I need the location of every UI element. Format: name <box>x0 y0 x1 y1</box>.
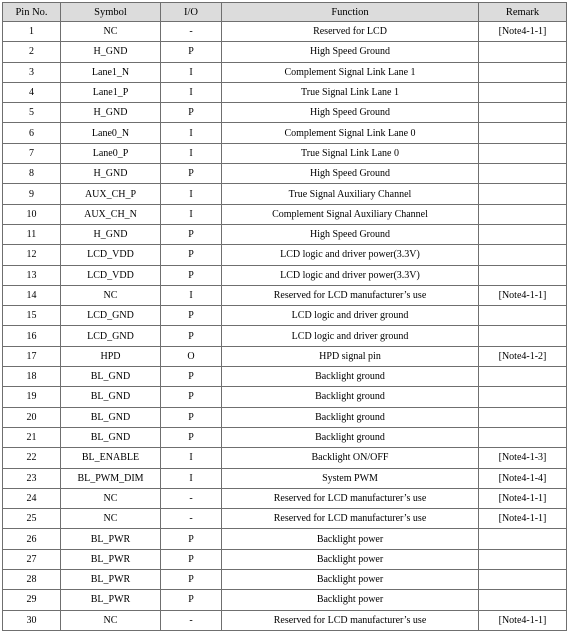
remark-cell <box>479 306 567 326</box>
symbol-cell: BL_ENABLE <box>61 448 161 468</box>
remark-cell <box>479 407 567 427</box>
symbol-cell: BL_GND <box>61 407 161 427</box>
pin-no-cell: 26 <box>3 529 61 549</box>
function-cell: Backlight power <box>222 570 479 590</box>
table-row <box>3 509 567 529</box>
table-row <box>3 103 567 123</box>
pin-no-cell: 1 <box>3 22 61 42</box>
symbol-cell: AUX_CH_N <box>61 204 161 224</box>
symbol-cell: LCD_GND <box>61 306 161 326</box>
function-cell: Backlight ground <box>222 427 479 447</box>
remark-cell: [Note4-1-1] <box>479 22 567 42</box>
remark-cell: [Note4-1-1] <box>479 488 567 508</box>
symbol-cell: BL_GND <box>61 367 161 387</box>
pin-no-cell: 3 <box>3 62 61 82</box>
remark-cell: [Note4-1-2] <box>479 346 567 366</box>
symbol-cell: BL_PWM_DIM <box>61 468 161 488</box>
io-cell: P <box>161 570 222 590</box>
io-cell: P <box>161 387 222 407</box>
symbol-cell: Lane0_N <box>61 123 161 143</box>
pin-no-cell: 11 <box>3 224 61 244</box>
table-row <box>3 245 567 265</box>
remark-cell <box>479 570 567 590</box>
io-cell: P <box>161 103 222 123</box>
function-cell: LCD logic and driver ground <box>222 306 479 326</box>
symbol-cell: BL_PWR <box>61 570 161 590</box>
io-cell: I <box>161 285 222 305</box>
io-cell: I <box>161 468 222 488</box>
pin-no-cell: 5 <box>3 103 61 123</box>
symbol-cell: BL_PWR <box>61 549 161 569</box>
table-row <box>3 367 567 387</box>
function-cell: High Speed Ground <box>222 164 479 184</box>
remark-cell <box>479 245 567 265</box>
remark-cell <box>479 184 567 204</box>
io-cell: P <box>161 245 222 265</box>
pin-no-cell: 7 <box>3 143 61 163</box>
remark-cell: [Note4-1-3] <box>479 448 567 468</box>
function-cell: System PWM <box>222 468 479 488</box>
symbol-cell: H_GND <box>61 103 161 123</box>
function-cell: LCD logic and driver power(3.3V) <box>222 265 479 285</box>
table-row <box>3 82 567 102</box>
io-cell: P <box>161 265 222 285</box>
symbol-cell: LCD_GND <box>61 326 161 346</box>
function-cell: Backlight power <box>222 529 479 549</box>
pin-no-cell: 19 <box>3 387 61 407</box>
io-cell: P <box>161 306 222 326</box>
pin-no-cell: 25 <box>3 509 61 529</box>
table-row <box>3 407 567 427</box>
function-cell: Backlight ground <box>222 387 479 407</box>
header-remark: Remark <box>479 3 567 22</box>
table-row <box>3 164 567 184</box>
header-pin-no: Pin No. <box>3 3 61 22</box>
table-row <box>3 570 567 590</box>
pin-no-cell: 14 <box>3 285 61 305</box>
io-cell: P <box>161 42 222 62</box>
symbol-cell: BL_GND <box>61 427 161 447</box>
pin-no-cell: 6 <box>3 123 61 143</box>
io-cell: - <box>161 22 222 42</box>
remark-cell <box>479 82 567 102</box>
pin-no-cell: 13 <box>3 265 61 285</box>
remark-cell <box>479 204 567 224</box>
function-cell: Backlight power <box>222 590 479 610</box>
table-row <box>3 387 567 407</box>
io-cell: P <box>161 326 222 346</box>
table-row <box>3 184 567 204</box>
io-cell: I <box>161 123 222 143</box>
io-cell: I <box>161 82 222 102</box>
function-cell: Reserved for LCD manufacturer’s use <box>222 488 479 508</box>
pin-no-cell: 10 <box>3 204 61 224</box>
function-cell: Complement Signal Auxiliary Channel <box>222 204 479 224</box>
remark-cell <box>479 590 567 610</box>
io-cell: - <box>161 610 222 630</box>
remark-cell: [Note4-1-1] <box>479 509 567 529</box>
pin-no-cell: 4 <box>3 82 61 102</box>
io-cell: P <box>161 529 222 549</box>
remark-cell <box>479 164 567 184</box>
remark-cell <box>479 224 567 244</box>
function-cell: Backlight ground <box>222 367 479 387</box>
symbol-cell: Lane0_P <box>61 143 161 163</box>
table-row <box>3 42 567 62</box>
io-cell: I <box>161 143 222 163</box>
table-row <box>3 529 567 549</box>
table-row <box>3 326 567 346</box>
table-row <box>3 204 567 224</box>
table-row <box>3 468 567 488</box>
symbol-cell: Lane1_N <box>61 62 161 82</box>
io-cell: P <box>161 407 222 427</box>
symbol-cell: BL_PWR <box>61 529 161 549</box>
pin-no-cell: 20 <box>3 407 61 427</box>
function-cell: True Signal Auxiliary Channel <box>222 184 479 204</box>
table-row <box>3 448 567 468</box>
symbol-cell: LCD_VDD <box>61 245 161 265</box>
pin-no-cell: 15 <box>3 306 61 326</box>
pin-no-cell: 27 <box>3 549 61 569</box>
pin-no-cell: 18 <box>3 367 61 387</box>
remark-cell <box>479 427 567 447</box>
symbol-cell: HPD <box>61 346 161 366</box>
header-function: Function <box>222 3 479 22</box>
symbol-cell: NC <box>61 285 161 305</box>
function-cell: LCD logic and driver ground <box>222 326 479 346</box>
remark-cell: [Note4-1-1] <box>479 285 567 305</box>
function-cell: Backlight ON/OFF <box>222 448 479 468</box>
remark-cell <box>479 326 567 346</box>
remark-cell <box>479 103 567 123</box>
pin-no-cell: 2 <box>3 42 61 62</box>
function-cell: Backlight ground <box>222 407 479 427</box>
remark-cell <box>479 265 567 285</box>
symbol-cell: BL_GND <box>61 387 161 407</box>
pin-no-cell: 16 <box>3 326 61 346</box>
table-row <box>3 62 567 82</box>
remark-cell: [Note4-1-1] <box>479 610 567 630</box>
io-cell: I <box>161 448 222 468</box>
remark-cell <box>479 387 567 407</box>
pin-no-cell: 21 <box>3 427 61 447</box>
table-row <box>3 590 567 610</box>
io-cell: I <box>161 184 222 204</box>
io-cell: O <box>161 346 222 366</box>
io-cell: - <box>161 509 222 529</box>
function-cell: High Speed Ground <box>222 224 479 244</box>
function-cell: Reserved for LCD manufacturer’s use <box>222 285 479 305</box>
symbol-cell: H_GND <box>61 164 161 184</box>
function-cell: Backlight power <box>222 549 479 569</box>
function-cell: Reserved for LCD manufacturer’s use <box>222 610 479 630</box>
function-cell: Reserved for LCD <box>222 22 479 42</box>
table-header <box>3 3 567 22</box>
io-cell: - <box>161 488 222 508</box>
pin-assignment-table <box>2 2 567 631</box>
header-row <box>3 3 567 22</box>
pin-no-cell: 23 <box>3 468 61 488</box>
remark-cell <box>479 62 567 82</box>
symbol-cell: NC <box>61 22 161 42</box>
symbol-cell: H_GND <box>61 42 161 62</box>
header-io: I/O <box>161 3 222 22</box>
remark-cell <box>479 42 567 62</box>
table-row <box>3 488 567 508</box>
remark-cell <box>479 549 567 569</box>
header-symbol: Symbol <box>61 3 161 22</box>
table-row <box>3 22 567 42</box>
pin-no-cell: 8 <box>3 164 61 184</box>
table-row <box>3 427 567 447</box>
remark-cell: [Note4-1-4] <box>479 468 567 488</box>
symbol-cell: LCD_VDD <box>61 265 161 285</box>
function-cell: Complement Signal Link Lane 0 <box>222 123 479 143</box>
pin-no-cell: 9 <box>3 184 61 204</box>
io-cell: P <box>161 164 222 184</box>
symbol-cell: H_GND <box>61 224 161 244</box>
pin-no-cell: 29 <box>3 590 61 610</box>
remark-cell <box>479 123 567 143</box>
table-row <box>3 549 567 569</box>
table-row <box>3 285 567 305</box>
function-cell: LCD logic and driver power(3.3V) <box>222 245 479 265</box>
table-body <box>3 22 567 631</box>
table-row <box>3 143 567 163</box>
io-cell: I <box>161 62 222 82</box>
function-cell: High Speed Ground <box>222 103 479 123</box>
io-cell: P <box>161 367 222 387</box>
pin-no-cell: 24 <box>3 488 61 508</box>
remark-cell <box>479 529 567 549</box>
pin-no-cell: 17 <box>3 346 61 366</box>
symbol-cell: NC <box>61 488 161 508</box>
remark-cell <box>479 367 567 387</box>
symbol-cell: Lane1_P <box>61 82 161 102</box>
pin-no-cell: 30 <box>3 610 61 630</box>
table-row <box>3 346 567 366</box>
remark-cell <box>479 143 567 163</box>
pin-no-cell: 22 <box>3 448 61 468</box>
table-row <box>3 123 567 143</box>
io-cell: P <box>161 427 222 447</box>
table-row <box>3 224 567 244</box>
io-cell: I <box>161 204 222 224</box>
function-cell: True Signal Link Lane 0 <box>222 143 479 163</box>
function-cell: High Speed Ground <box>222 42 479 62</box>
pin-no-cell: 28 <box>3 570 61 590</box>
symbol-cell: NC <box>61 610 161 630</box>
symbol-cell: NC <box>61 509 161 529</box>
function-cell: Reserved for LCD manufacturer’s use <box>222 509 479 529</box>
table-row <box>3 306 567 326</box>
table-row <box>3 265 567 285</box>
io-cell: P <box>161 549 222 569</box>
symbol-cell: BL_PWR <box>61 590 161 610</box>
io-cell: P <box>161 590 222 610</box>
function-cell: Complement Signal Link Lane 1 <box>222 62 479 82</box>
pin-no-cell: 12 <box>3 245 61 265</box>
function-cell: True Signal Link Lane 1 <box>222 82 479 102</box>
cropped-text-below <box>0 628 569 635</box>
symbol-cell: AUX_CH_P <box>61 184 161 204</box>
io-cell: P <box>161 224 222 244</box>
function-cell: HPD signal pin <box>222 346 479 366</box>
